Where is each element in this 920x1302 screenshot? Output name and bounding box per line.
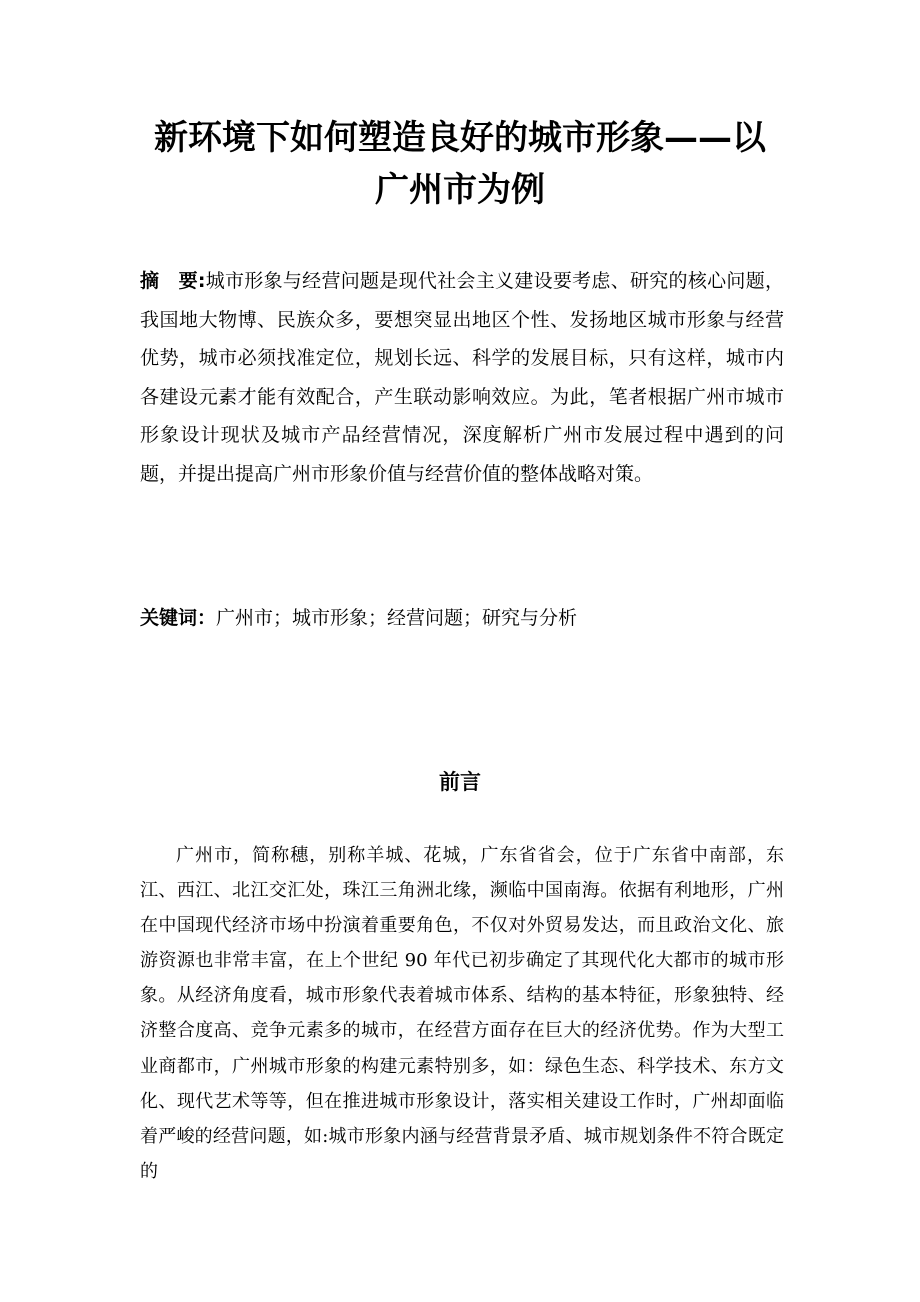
- keywords-text: 广州市；城市形象；经营问题；研究与分析: [216, 607, 578, 629]
- title-line-2: 广州市为例: [375, 170, 545, 210]
- abstract-label: 摘 要:: [140, 270, 206, 292]
- keywords-line: [140, 600, 784, 636]
- preface-paragraph: 广州市，简称穗，别称羊城、花城，广东省省会，位于广东省中南部，东江、西江、北江交汇处，珠江三角洲北缘，濒临中国南海。依据有利地形，广州在中国现代经济市场中扮演着重要角色，不仅对外贸易发达，而且政治文化、旅游资源也非常丰富，在上个世纪 90 年代已初步确定了其现代化大都市的城市形象。从经济角度看，城市形象代表着城市体系、结构的基本特征，形象独特、经济整合度高、竞争元素多的城市，在经营方面存在巨大的经济优势。作为大型工业商都市，广州城市形象的构建元素特别多，如：绿色生态、科学技术、东方文化、现代艺术等等，但在推进城市形象设计，落实相关建设工作时，广州却面临着严峻的经营问题，如:城市形象内涵与经营背景矛盾、城市规划条件不符合既定的: [140, 845, 784, 1182]
- keywords-label: 关键词：: [140, 607, 217, 629]
- title-line-1: 新环境下如何塑造良好的城市形象——以: [154, 118, 766, 158]
- abstract-text: 城市形象与经营问题是现代社会主义建设要考虑、研究的核心问题，我国地大物博、民族众多，要想突显出地区个性、发扬地区城市形象与经营优势，城市必须找准定位，规划长远、科学的发展目标，只有这样，城市内各建设元素才能有效配合，产生联动影响效应。为此，笔者根据广州市城市形象设计现状及城市产品经营情况，深度解析广州市发展过程中遇到的问题，并提出提高广州市形象价值与经营价值的整体战略对策。: [140, 270, 784, 485]
- section-heading-preface: 前言: [439, 770, 481, 794]
- abstract-paragraph: [140, 262, 784, 493]
- document-title: [140, 112, 780, 216]
